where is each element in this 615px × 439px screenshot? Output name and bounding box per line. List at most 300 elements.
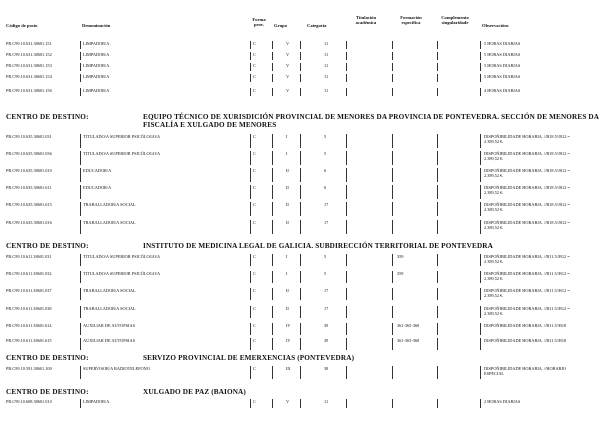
column-divider xyxy=(300,88,301,96)
center-name-line: XULGADO DE PAZ (BAIONA) xyxy=(143,388,246,396)
column-divider xyxy=(346,41,347,49)
column-divider xyxy=(300,254,301,266)
column-divider xyxy=(80,338,81,350)
column-divider xyxy=(392,338,393,350)
cell-name: LIMPADOR/A xyxy=(83,88,110,93)
column-divider xyxy=(300,220,301,234)
cell-forma: C xyxy=(253,323,256,328)
column-divider xyxy=(480,74,481,82)
column-divider xyxy=(300,202,301,216)
cell-obs-line: DISPOÑIBILIDADE HORARIA. //B11.5//B12 = xyxy=(484,306,570,311)
column-divider xyxy=(300,366,301,379)
cell-name: LIMPADOR/A xyxy=(83,41,110,46)
cell-code: PR.C99.10.635.38601.611 xyxy=(6,185,52,190)
cell-grupo: II xyxy=(286,202,289,207)
cell-code: PR.C99.10.631.38601.154 xyxy=(6,74,52,79)
cell-obs-line: 2.389,52 €. xyxy=(484,207,504,212)
column-divider xyxy=(437,288,438,300)
column-divider xyxy=(80,366,81,379)
cell-code: PR.C99.10.635.38601.610 xyxy=(6,168,52,173)
column-divider xyxy=(250,88,251,96)
cell-obs-line: 2.389,52 €. xyxy=(484,190,504,195)
column-divider xyxy=(250,151,251,165)
column-divider xyxy=(300,134,301,148)
cell-obs xyxy=(484,399,520,404)
column-divider xyxy=(300,41,301,49)
column-divider xyxy=(272,288,273,300)
cell-grupo: IV xyxy=(286,323,291,328)
column-divider xyxy=(392,52,393,60)
column-divider xyxy=(300,271,301,283)
column-divider xyxy=(300,168,301,182)
cell-code: PR.C99.10.608.38601.010 xyxy=(6,399,52,404)
cell-obs xyxy=(484,134,570,144)
column-divider xyxy=(272,202,273,216)
table-row xyxy=(0,399,615,408)
cell-name: TRABALLADOR/A SOCIAL xyxy=(83,288,136,293)
cell-grupo: IV xyxy=(286,338,291,343)
cell-forma: C xyxy=(253,220,256,225)
cell-form: 361-365-368 xyxy=(397,323,420,328)
cell-code: PR.C99.10.635.38601.616 xyxy=(6,220,52,225)
column-divider xyxy=(250,366,251,379)
cell-forma: C xyxy=(253,88,256,93)
column-divider xyxy=(80,306,81,318)
cell-obs-line: 2.389,52 €. xyxy=(484,276,504,281)
table-row xyxy=(0,185,615,199)
cell-name: LIMPADOR/A xyxy=(83,399,110,404)
column-divider xyxy=(346,271,347,283)
cell-forma: C xyxy=(253,288,256,293)
column-divider xyxy=(437,151,438,165)
column-divider xyxy=(272,134,273,148)
col-header-categoria: Categoría xyxy=(307,23,327,28)
column-divider xyxy=(346,202,347,216)
column-divider xyxy=(392,88,393,96)
column-divider xyxy=(346,306,347,318)
table-row xyxy=(0,271,615,283)
table-row xyxy=(0,288,615,300)
column-divider xyxy=(272,168,273,182)
cell-forma: C xyxy=(253,185,256,190)
column-divider xyxy=(250,202,251,216)
cell-forma: C xyxy=(253,306,256,311)
column-divider xyxy=(392,168,393,182)
cell-obs xyxy=(484,168,570,178)
cell-grupo: V xyxy=(286,74,290,79)
column-divider xyxy=(80,254,81,266)
cell-grupo: II xyxy=(286,185,289,190)
cell-forma: C xyxy=(253,63,256,68)
table-row xyxy=(0,134,615,148)
cell-grupo: I xyxy=(286,254,288,259)
column-divider xyxy=(392,202,393,216)
cell-name: TRABALLADOR/A SOCIAL xyxy=(83,220,136,225)
column-divider xyxy=(272,306,273,318)
column-divider xyxy=(250,185,251,199)
column-divider xyxy=(346,134,347,148)
column-divider xyxy=(437,52,438,60)
column-divider xyxy=(346,220,347,234)
cell-code: PR.C99.10.611.38601.031 xyxy=(6,254,52,259)
column-divider xyxy=(480,271,481,283)
cell-cat: 39 xyxy=(324,323,329,328)
column-divider xyxy=(437,338,438,350)
cell-name: AUXILIAR DE AUTOPSIAS xyxy=(83,323,135,328)
column-divider xyxy=(346,185,347,199)
table-row xyxy=(0,366,615,379)
column-divider xyxy=(480,134,481,148)
column-divider xyxy=(80,271,81,283)
cell-code: PR.C99.10.611.38601.032 xyxy=(6,271,52,276)
column-divider xyxy=(480,254,481,266)
column-divider xyxy=(437,366,438,379)
table-row xyxy=(0,306,615,318)
cell-cat: 39 xyxy=(324,338,329,343)
cell-forma: C xyxy=(253,74,256,79)
cell-cat: 6 xyxy=(324,168,327,173)
cell-obs-line: DISPOÑIBILIDADE HORARIA. //HORARIO xyxy=(484,366,566,371)
col-header-complemento-line-2: singularidade xyxy=(441,20,469,25)
cell-obs-line: DISPOÑIBILIDADE HORARIA. //B18.5//B12 = xyxy=(484,168,570,173)
cell-obs xyxy=(484,88,520,93)
col-header-codigo: Código de posto xyxy=(6,23,38,28)
column-divider xyxy=(392,288,393,300)
cell-obs xyxy=(484,202,570,212)
cell-obs-line: DISPOÑIBILIDADE HORARIA. //B18.5//B12 = xyxy=(484,220,570,225)
column-divider xyxy=(480,151,481,165)
center-label: CENTRO DE DESTINO: xyxy=(6,354,89,362)
col-header-forma-line-2: prov. xyxy=(254,22,264,27)
column-divider xyxy=(392,134,393,148)
column-divider xyxy=(272,41,273,49)
cell-grupo: II xyxy=(286,168,289,173)
column-divider xyxy=(80,185,81,199)
table-row xyxy=(0,168,615,182)
column-divider xyxy=(480,41,481,49)
cell-cat: 11 xyxy=(324,63,329,68)
column-divider xyxy=(300,151,301,165)
cell-cat: 17 xyxy=(324,202,329,207)
column-divider xyxy=(392,399,393,408)
column-divider xyxy=(437,271,438,283)
cell-forma: C xyxy=(253,41,256,46)
cell-code: PR.C99.10.631.38601.151 xyxy=(6,41,52,46)
col-header-titulacion-line-2: académica xyxy=(355,20,377,25)
column-divider xyxy=(250,41,251,49)
cell-obs xyxy=(484,366,566,376)
cell-name: EDUCADOR/A xyxy=(83,185,112,190)
cell-name: TITULADO/A SUPERIOR PSICÓLOGO/A xyxy=(83,151,161,156)
center-name xyxy=(143,113,603,129)
col-header-formacion xyxy=(391,15,431,25)
column-divider xyxy=(437,202,438,216)
column-divider xyxy=(480,306,481,318)
column-divider xyxy=(300,288,301,300)
column-divider xyxy=(437,323,438,335)
col-header-formacion-line-2: específica xyxy=(401,20,421,25)
cell-obs-line: DISPOÑIBILIDADE HORARIA. //B18.5//B12 = xyxy=(484,185,570,190)
column-divider xyxy=(480,88,481,96)
cell-grupo: II xyxy=(286,220,289,225)
center-label: CENTRO DE DESTINO: xyxy=(6,388,89,396)
cell-cat: 11 xyxy=(324,399,329,404)
column-divider xyxy=(437,185,438,199)
column-divider xyxy=(250,168,251,182)
center-label: CENTRO DE DESTINO: xyxy=(6,113,89,121)
cell-grupo: V xyxy=(286,52,290,57)
column-divider xyxy=(250,134,251,148)
cell-grupo: V xyxy=(286,399,290,404)
cell-code: PR.C99.10.635.38601.615 xyxy=(6,202,52,207)
cell-code: PR.C99.10.631.38601.152 xyxy=(6,52,52,57)
cell-obs-line: 5 HORAS DIARIAS xyxy=(484,74,521,79)
cell-grupo: III xyxy=(286,366,291,371)
column-divider xyxy=(272,338,273,350)
cell-obs xyxy=(484,338,566,343)
column-divider xyxy=(480,63,481,71)
cell-forma: C xyxy=(253,366,256,371)
cell-forma: C xyxy=(253,338,256,343)
col-header-denominacion: Denominación xyxy=(82,23,111,28)
cell-code: PR.C99.10.635.38601.031 xyxy=(6,134,52,139)
column-divider xyxy=(480,168,481,182)
cell-grupo: II xyxy=(286,306,289,311)
column-divider xyxy=(392,41,393,49)
cell-obs-line: 2.389,52 €. xyxy=(484,259,504,264)
table-row xyxy=(0,323,615,335)
column-divider xyxy=(80,52,81,60)
cell-code: PR.C99.10.611.38601.037 xyxy=(6,288,52,293)
column-divider xyxy=(250,74,251,82)
column-divider xyxy=(272,220,273,234)
column-divider xyxy=(250,288,251,300)
cell-code: PR.C99.10.591.38601.100 xyxy=(6,366,52,371)
column-divider xyxy=(480,366,481,379)
table-row xyxy=(0,338,615,350)
cell-grupo: V xyxy=(286,88,290,93)
column-divider xyxy=(480,338,481,350)
column-divider xyxy=(346,74,347,82)
column-divider xyxy=(80,202,81,216)
column-divider xyxy=(480,323,481,335)
cell-obs xyxy=(484,323,566,328)
column-divider xyxy=(80,151,81,165)
column-divider xyxy=(300,323,301,335)
column-divider xyxy=(272,323,273,335)
column-divider xyxy=(480,185,481,199)
cell-name: LIMPADOR/A xyxy=(83,63,110,68)
column-divider xyxy=(437,41,438,49)
table-row xyxy=(0,63,615,71)
column-divider xyxy=(392,323,393,335)
cell-obs-line: 2.389,52 €. xyxy=(484,225,504,230)
column-divider xyxy=(392,220,393,234)
cell-forma: C xyxy=(253,254,256,259)
column-divider xyxy=(250,63,251,71)
col-header-titulacion-line-1: Titulación xyxy=(355,15,377,20)
column-divider xyxy=(346,88,347,96)
column-divider xyxy=(392,306,393,318)
table-row xyxy=(0,74,615,82)
cell-cat: 5 xyxy=(324,254,327,259)
column-divider xyxy=(272,271,273,283)
column-divider xyxy=(437,254,438,266)
cell-form: 359 xyxy=(397,254,404,259)
cell-cat: 17 xyxy=(324,306,329,311)
column-divider xyxy=(346,168,347,182)
column-divider xyxy=(272,74,273,82)
cell-obs xyxy=(484,52,520,57)
column-divider xyxy=(346,63,347,71)
cell-obs xyxy=(484,288,570,298)
table-row xyxy=(0,41,615,49)
cell-obs-line: DISPOÑIBILIDADE HORARIA. //B11.5//B12 = xyxy=(484,254,570,259)
column-divider xyxy=(392,63,393,71)
column-divider xyxy=(80,63,81,71)
cell-obs-line: 2.389,52 €. xyxy=(484,139,504,144)
cell-forma: C xyxy=(253,399,256,404)
cell-grupo: I xyxy=(286,271,288,276)
cell-obs-line: 2.389,52 €. xyxy=(484,311,504,316)
column-divider xyxy=(250,254,251,266)
cell-code: PR.C99.10.631.38601.153 xyxy=(6,63,52,68)
column-divider xyxy=(272,399,273,408)
cell-cat: 17 xyxy=(324,220,329,225)
cell-cat: 5 xyxy=(324,151,327,156)
column-divider xyxy=(272,366,273,379)
col-header-grupo: Grupo xyxy=(274,23,288,28)
cell-name: EDUCADOR/A xyxy=(83,168,112,173)
column-divider xyxy=(80,134,81,148)
center-name-line: INSTITUTO DE MEDICINA LEGAL DE GALICIA. SUBDIRECCIÓN TERRITORIAL DE PONTEVEDRA xyxy=(143,242,493,250)
cell-cat: 11 xyxy=(324,41,329,46)
column-divider xyxy=(250,271,251,283)
column-divider xyxy=(346,399,347,408)
cell-forma: C xyxy=(253,271,256,276)
center-name xyxy=(143,242,603,250)
cell-obs xyxy=(484,271,570,281)
column-divider xyxy=(80,220,81,234)
cell-cat: 11 xyxy=(324,88,329,93)
column-divider xyxy=(80,399,81,408)
cell-obs-line: DISPOÑIBILIDADE HORARIA. //B11.5//B18 xyxy=(484,338,567,343)
column-divider xyxy=(272,254,273,266)
cell-forma: C xyxy=(253,134,256,139)
column-divider xyxy=(437,399,438,408)
column-divider xyxy=(437,134,438,148)
column-divider xyxy=(250,399,251,408)
column-divider xyxy=(300,74,301,82)
column-divider xyxy=(392,254,393,266)
column-divider xyxy=(272,151,273,165)
cell-name: TITULADO/A SUPERIOR PSICÓLOGO/A xyxy=(83,271,161,276)
column-divider xyxy=(272,63,273,71)
column-divider xyxy=(300,52,301,60)
column-divider xyxy=(80,288,81,300)
cell-name: TITULADO/A SUPERIOR PSICÓLOGO/A xyxy=(83,134,161,139)
table-row xyxy=(0,151,615,165)
column-divider xyxy=(346,151,347,165)
column-divider xyxy=(480,202,481,216)
column-divider xyxy=(392,271,393,283)
cell-code: PR.C99.10.611.38601.038 xyxy=(6,306,52,311)
cell-obs-line: 5 HORAS DIARIAS xyxy=(484,63,521,68)
table-row xyxy=(0,220,615,234)
center-label: CENTRO DE DESTINO: xyxy=(6,242,89,250)
column-divider xyxy=(250,52,251,60)
cell-name: TRABALLADOR/A SOCIAL xyxy=(83,306,136,311)
cell-grupo: V xyxy=(286,63,290,68)
cell-obs xyxy=(484,74,520,79)
column-divider xyxy=(300,338,301,350)
column-divider xyxy=(300,306,301,318)
column-divider xyxy=(392,74,393,82)
column-divider xyxy=(346,323,347,335)
cell-grupo: I xyxy=(286,134,288,139)
cell-obs-line: ESPECIAL xyxy=(484,371,505,376)
cell-obs-line: DISPOÑIBILIDADE HORARIA. //B11.5//B12 = xyxy=(484,288,570,293)
column-divider xyxy=(346,254,347,266)
col-header-formacion-line-1: Formación xyxy=(400,15,422,20)
column-divider xyxy=(437,74,438,82)
cell-obs-line: 5 HORAS DIARIAS xyxy=(484,41,521,46)
cell-name: TITULADO/A SUPERIOR PSICÓLOGO/A xyxy=(83,254,161,259)
column-divider xyxy=(346,338,347,350)
column-divider xyxy=(272,88,273,96)
cell-obs-line: 5 HORAS DIARIAS xyxy=(484,52,521,57)
cell-obs-line: 2.389,52 €. xyxy=(484,293,504,298)
column-divider xyxy=(480,399,481,408)
cell-grupo: V xyxy=(286,41,290,46)
column-divider xyxy=(480,288,481,300)
column-divider xyxy=(300,185,301,199)
cell-obs-line: 4 HORAS DIARIAS xyxy=(484,88,521,93)
cell-obs-line: 2.389,52 €. xyxy=(484,156,504,161)
cell-obs-line: DISPOÑIBILIDADE HORARIA. //B18.5//B12 = xyxy=(484,151,570,156)
center-name xyxy=(143,388,603,396)
cell-name: AUXILIAR DE AUTOPSIAS xyxy=(83,338,135,343)
column-divider xyxy=(80,41,81,49)
column-divider xyxy=(80,74,81,82)
cell-obs xyxy=(484,185,570,195)
column-divider xyxy=(437,168,438,182)
cell-cat: 5 xyxy=(324,271,327,276)
column-divider xyxy=(272,185,273,199)
column-divider xyxy=(250,323,251,335)
cell-code: PR.C99.10.611.38601.614 xyxy=(6,323,52,328)
cell-obs-line: DISPOÑIBILIDADE HORARIA. //B11.5//B18 xyxy=(484,323,567,328)
cell-code: PR.C99.10.635.38601.036 xyxy=(6,151,52,156)
column-divider xyxy=(480,52,481,60)
cell-obs xyxy=(484,254,570,264)
column-divider xyxy=(392,366,393,379)
column-divider xyxy=(480,220,481,234)
center-name-line: FISCALÍA E XULGADO DE MENORES xyxy=(143,121,277,129)
col-header-forma xyxy=(248,17,270,27)
cell-form: 359 xyxy=(397,271,404,276)
cell-cat: 6 xyxy=(324,185,327,190)
column-divider xyxy=(272,52,273,60)
column-divider xyxy=(346,288,347,300)
col-header-titulacion xyxy=(346,15,386,25)
cell-code: PR.C99.10.631.38601.156 xyxy=(6,88,52,93)
cell-obs xyxy=(484,306,570,316)
column-divider xyxy=(80,168,81,182)
column-divider xyxy=(80,88,81,96)
cell-obs xyxy=(484,151,570,161)
column-divider xyxy=(250,306,251,318)
